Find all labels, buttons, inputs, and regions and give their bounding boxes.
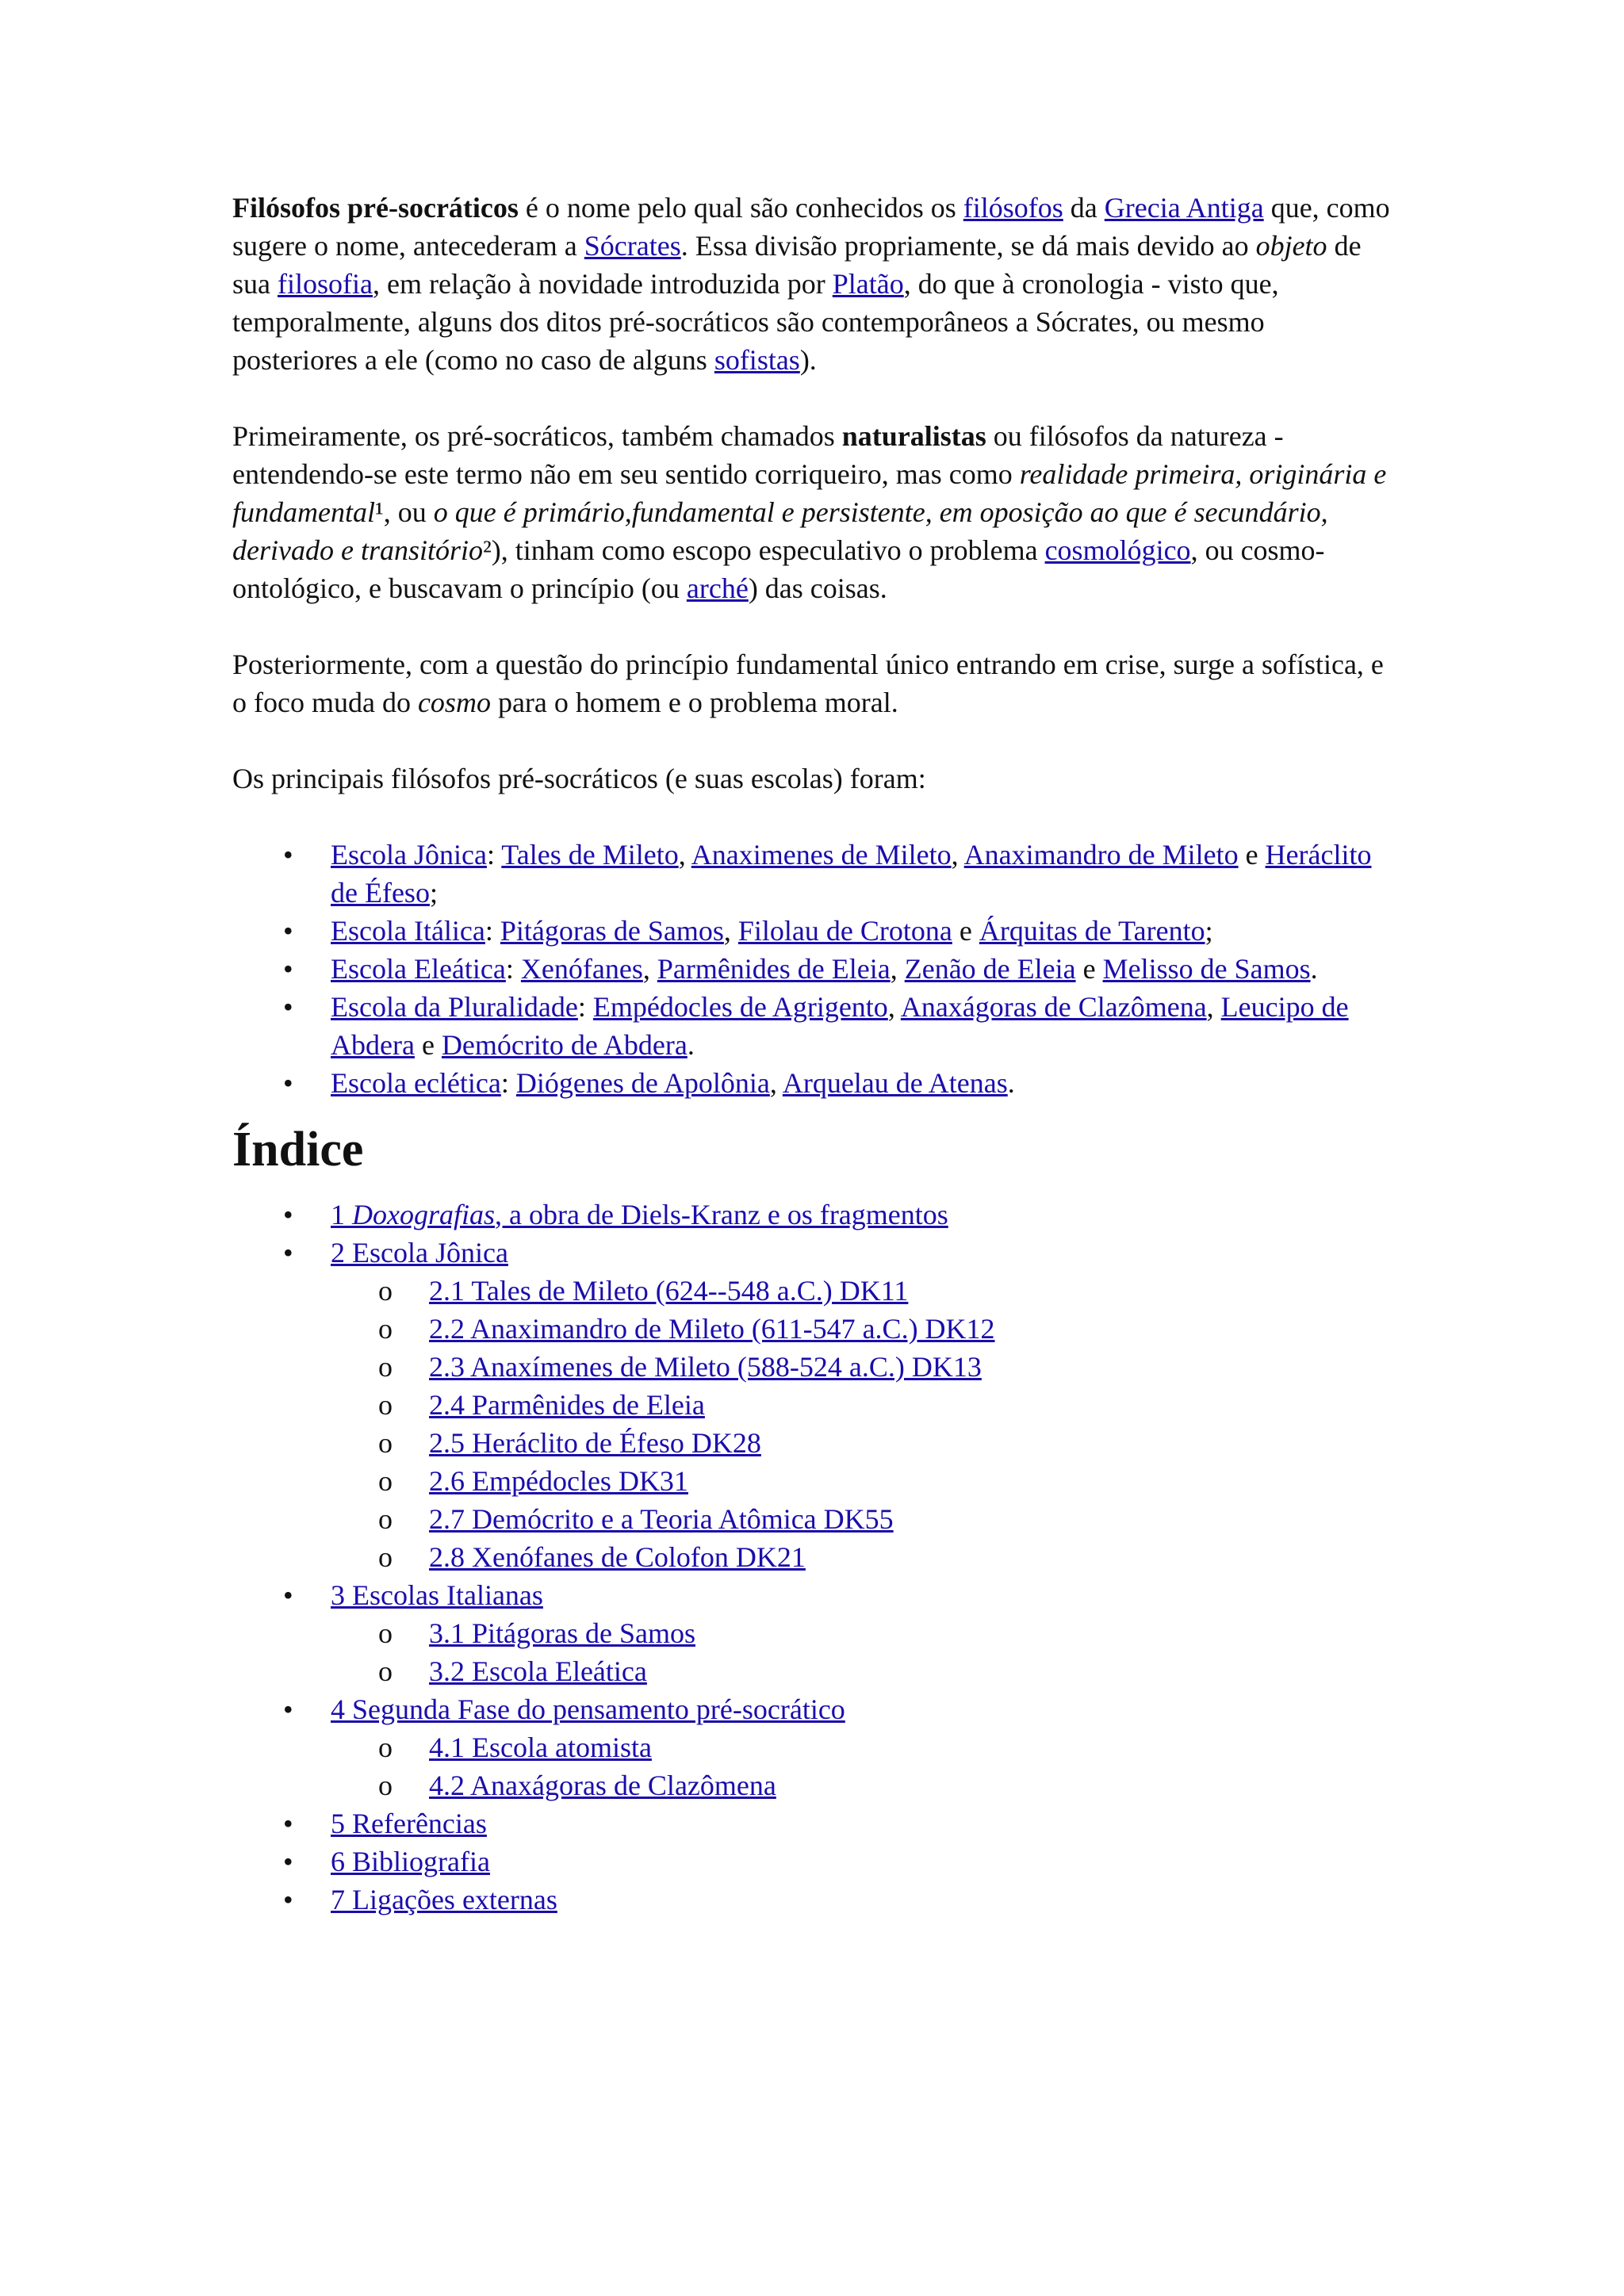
list-item-escola-ecletica: • Escola eclética: Diógenes de Apolônia, Arquelau de Atenas. <box>232 1064 1390 1102</box>
text-run: ¹, ou <box>374 496 434 528</box>
toc-link-2-2[interactable]: 2.2 Anaximandro de Mileto (611-547 a.C.) DK12 <box>429 1313 995 1345</box>
text-run: , em relação à novidade introduzida por <box>372 268 833 300</box>
link-tales[interactable]: Tales de Mileto <box>501 839 679 871</box>
link-diogenes[interactable]: Diógenes de Apolônia <box>515 1067 770 1099</box>
toc-text: , a obra de Diels-Kranz e os fragmentos <box>495 1199 948 1230</box>
toc-link-2[interactable]: 2 Escola Jônica <box>331 1237 508 1269</box>
text-run: Primeiramente, os pré-socráticos, também chamados <box>232 420 842 452</box>
text-run: ²), tinham como escopo especulativo o problema <box>482 534 1045 566</box>
list-item-escola-italica: • Escola Itálica: Pitágoras de Samos, Filolau de Crotona e Árquitas de Tarento; <box>232 912 1390 950</box>
text-run: para o homem e o problema moral. <box>490 687 898 718</box>
intro-bold-term: Filósofos pré-socráticos <box>232 192 519 224</box>
toc-subitem <box>331 1348 1390 1386</box>
toc-link-7[interactable]: 7 Ligações externas <box>331 1884 557 1915</box>
link-heraclito[interactable]: Heráclito de Éfeso <box>331 839 1372 909</box>
text-run: ) das coisas. <box>748 572 887 604</box>
em-objeto: objeto <box>1255 230 1327 262</box>
intro-paragraph <box>232 189 1390 379</box>
text-run: da <box>1063 192 1105 224</box>
link-zenao[interactable]: Zenão de Eleia <box>904 953 1076 985</box>
toc-link-6[interactable]: 6 Bibliografia <box>331 1846 490 1877</box>
link-filosofos[interactable]: filósofos <box>963 192 1063 224</box>
toc-item <box>232 1690 1390 1804</box>
link-escola-jonica[interactable]: Escola Jônica <box>331 839 487 871</box>
toc-link-4-2[interactable]: 4.2 Anaxágoras de Clazômena <box>429 1770 776 1801</box>
list-item-escola-pluralidade: • Escola da Pluralidade: Empédocles de Agrigento, Anaxágoras de Clazômena, Leucipo de Abdera e Demócrito de Abdera. <box>232 988 1390 1064</box>
toc-sublist <box>331 1728 1390 1804</box>
toc-subitem <box>331 1766 1390 1804</box>
toc-number: 1 <box>331 1199 352 1230</box>
toc-item <box>232 1234 1390 1576</box>
bold-naturalistas: naturalistas <box>841 420 986 452</box>
toc-link-3-2[interactable]: 3.2 Escola Eleática <box>429 1655 647 1687</box>
toc-link-2-8[interactable]: 2.8 Xenófanes de Colofon DK21 <box>429 1541 806 1573</box>
naturalistas-paragraph <box>232 417 1390 607</box>
toc-link-2-1[interactable]: 2.1 Tales de Mileto (624--548 a.C.) DK11 <box>429 1275 909 1307</box>
link-platao[interactable]: Platão <box>832 268 904 300</box>
link-filolau[interactable]: Filolau de Crotona <box>737 915 952 947</box>
toc-subitem <box>331 1424 1390 1462</box>
sofistica-paragraph <box>232 645 1390 721</box>
text-run: Posteriormente, com a questão do princípio fundamental único entrando em crise, surge a sofística, e o foco muda do <box>232 649 1384 718</box>
toc-list <box>232 1196 1390 1919</box>
text-run: , do que à cronologia - visto que, temporalmente, alguns dos ditos pré-socráticos são contemporâneos a Sócrates, ou mesmo posteriores a ele (como no caso de alguns <box>232 268 1279 376</box>
link-empedocles[interactable]: Empédocles de Agrigento <box>592 991 888 1023</box>
toc-link-2-4[interactable]: 2.4 Parmênides de Eleia <box>429 1389 705 1421</box>
toc-sublist <box>331 1614 1390 1690</box>
link-xenofanes[interactable]: Xenófanes <box>520 953 643 985</box>
link-anaximandro[interactable]: Anaximandro de Mileto <box>963 839 1239 871</box>
toc-link-2-3[interactable]: 2.3 Anaxímenes de Mileto (588-524 a.C.) DK13 <box>429 1351 982 1383</box>
link-escola-italica[interactable]: Escola Itálica <box>331 915 485 947</box>
toc-subitem <box>331 1462 1390 1500</box>
toc-link-4-1[interactable]: 4.1 Escola atomista <box>429 1732 652 1763</box>
link-anaxagoras[interactable]: Anaxágoras de Clazômena <box>900 991 1207 1023</box>
link-grecia-antiga[interactable]: Grecia Antiga <box>1104 192 1264 224</box>
toc-subitem <box>331 1500 1390 1538</box>
principais-paragraph: Os principais filósofos pré-socráticos (e suas escolas) foram: <box>232 763 926 794</box>
toc-em: Doxografias <box>352 1199 495 1230</box>
link-leucipo[interactable]: Leucipo de Abdera <box>331 991 1349 1061</box>
schools-list <box>232 836 1390 1102</box>
text-run: , ou cosmo-ontológico, e buscavam o princípio (ou <box>232 534 1325 604</box>
link-sofistas[interactable]: sofistas <box>714 344 800 376</box>
toc-subitem <box>331 1310 1390 1348</box>
toc-subitem <box>331 1652 1390 1690</box>
toc-item <box>232 1843 1390 1881</box>
text-run: ou filósofos da natureza - entendendo-se este termo não em seu sentido corriqueiro, mas como <box>232 420 1284 490</box>
link-melisso[interactable]: Melisso de Samos <box>1102 953 1311 985</box>
list-item-escola-eleatica: • Escola Eleática: Xenófanes, Parmênides de Eleia, Zenão de Eleia e Melisso de Samos. <box>232 950 1390 988</box>
link-escola-pluralidade[interactable]: Escola da Pluralidade <box>331 991 578 1023</box>
text-run: . Essa divisão propriamente, se dá mais devido ao <box>680 230 1256 262</box>
link-filosofia[interactable]: filosofia <box>278 268 373 300</box>
toc-link-2-5[interactable]: 2.5 Heráclito de Éfeso DK28 <box>429 1427 761 1459</box>
link-arquelau[interactable]: Arquelau de Atenas <box>782 1067 1008 1099</box>
link-parmenides[interactable]: Parmênides de Eleia <box>657 953 891 985</box>
em-realidade: realidade primeira, originária e fundamental <box>232 458 1387 528</box>
toc-link-2-6[interactable]: 2.6 Empédocles DK31 <box>429 1465 688 1497</box>
toc-subitem <box>331 1614 1390 1652</box>
toc-heading: Índice <box>232 1123 364 1177</box>
link-arquitas[interactable]: Árquitas de Tarento <box>979 915 1205 947</box>
text-run: que, como sugere o nome, antecederam a <box>232 192 1390 262</box>
link-arche[interactable]: arché <box>686 572 749 604</box>
text-run: de sua <box>232 230 1362 300</box>
toc-subitem <box>331 1386 1390 1424</box>
em-primario: o que é primário,fundamental e persistente, em oposição ao que é secundário, derivado e transitório <box>232 496 1328 566</box>
link-escola-eleatica[interactable]: Escola Eleática <box>331 953 506 985</box>
toc-link-5[interactable]: 5 Referências <box>331 1808 487 1839</box>
text-run: é o nome pelo qual são conhecidos os <box>518 192 963 224</box>
link-socrates[interactable]: Sócrates <box>584 230 681 262</box>
text-run: ). <box>799 344 817 376</box>
em-cosmo: cosmo <box>417 687 491 718</box>
toc-item <box>232 1196 1390 1234</box>
toc-link-2-7[interactable]: 2.7 Demócrito e a Teoria Atômica DK55 <box>429 1503 894 1535</box>
toc-link-3-1[interactable]: 3.1 Pitágoras de Samos <box>429 1617 695 1649</box>
link-escola-ecletica[interactable]: Escola eclética <box>331 1067 501 1099</box>
toc-link-1[interactable] <box>331 1199 948 1230</box>
toc-item <box>232 1804 1390 1843</box>
toc-subitem <box>331 1538 1390 1576</box>
toc-item <box>232 1881 1390 1919</box>
link-anaximenes[interactable]: Anaximenes de Mileto <box>691 839 952 871</box>
link-democrito[interactable]: Demócrito de Abdera <box>441 1029 688 1061</box>
toc-link-3[interactable]: 3 Escolas Italianas <box>331 1579 543 1611</box>
toc-link-4[interactable]: 4 Segunda Fase do pensamento pré-socrático <box>331 1693 845 1725</box>
link-pitagoras[interactable]: Pitágoras de Samos <box>500 915 724 947</box>
toc-subitem <box>331 1272 1390 1310</box>
toc-item <box>232 1576 1390 1690</box>
toc-sublist <box>331 1272 1390 1576</box>
toc-subitem <box>331 1728 1390 1766</box>
link-cosmologico[interactable]: cosmológico <box>1044 534 1191 566</box>
list-item-escola-jonica: • Escola Jônica: Tales de Mileto, Anaximenes de Mileto, Anaximandro de Mileto e Heráclito de Éfeso; <box>232 836 1390 912</box>
document-body <box>232 189 1390 1919</box>
